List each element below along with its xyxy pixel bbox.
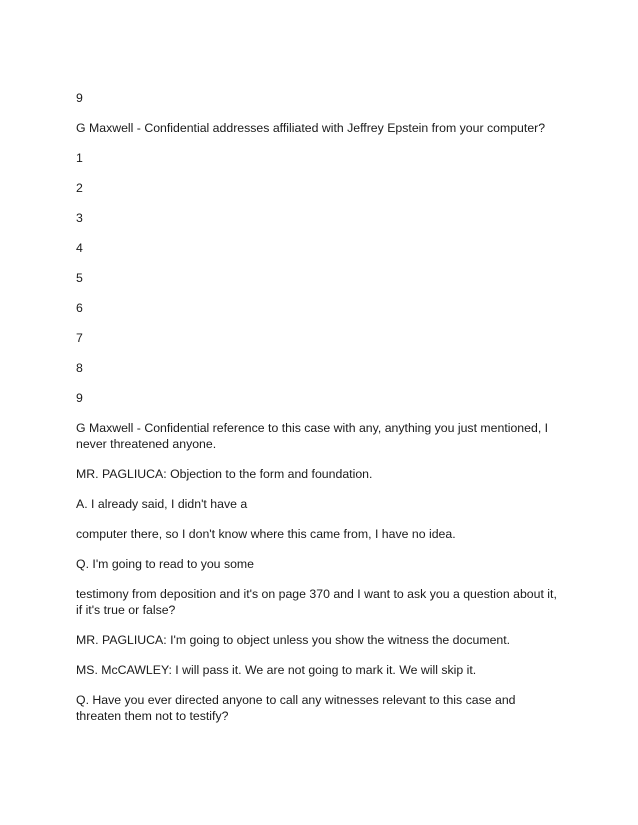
header-line: G Maxwell - Confidential addresses affiliated with Jeffrey Epstein from your computer? xyxy=(76,121,546,135)
header-line: G Maxwell - Confidential reference to this case with any, anything you just mentioned, I never threatened anyone. xyxy=(76,421,549,451)
testimony-line: Q. Have you ever directed anyone to call any witnesses relevant to this case and threaten them not to testify? xyxy=(76,693,516,723)
line-number: 4 xyxy=(76,241,83,255)
testimony-line: MR. PAGLIUCA: I'm going to object unless you show the witness the document. xyxy=(76,633,511,647)
line-number: 6 xyxy=(76,301,83,315)
line-number: 9 xyxy=(76,391,83,405)
line-number: 2 xyxy=(76,181,83,195)
line-number: 5 xyxy=(76,271,83,285)
testimony-line: MR. PAGLIUCA: Objection to the form and foundation. xyxy=(76,467,373,481)
line-number: 7 xyxy=(76,331,83,345)
document-body xyxy=(76,90,562,738)
testimony-line: Q. I'm going to read to you some xyxy=(76,557,255,571)
line-number: 3 xyxy=(76,211,83,225)
testimony-line: testimony from deposition and it's on page 370 and I want to ask you a question about it, if it's true or false? xyxy=(76,587,557,617)
testimony-line: A. I already said, I didn't have a xyxy=(76,497,248,511)
testimony-line: computer there, so I don't know where this came from, I have no idea. xyxy=(76,527,456,541)
testimony-line: MS. McCAWLEY: I will pass it. We are not going to mark it. We will skip it. xyxy=(76,663,477,677)
line-number: 1 xyxy=(76,151,83,165)
line-number: 9 xyxy=(76,91,83,105)
line-number: 8 xyxy=(76,361,83,375)
